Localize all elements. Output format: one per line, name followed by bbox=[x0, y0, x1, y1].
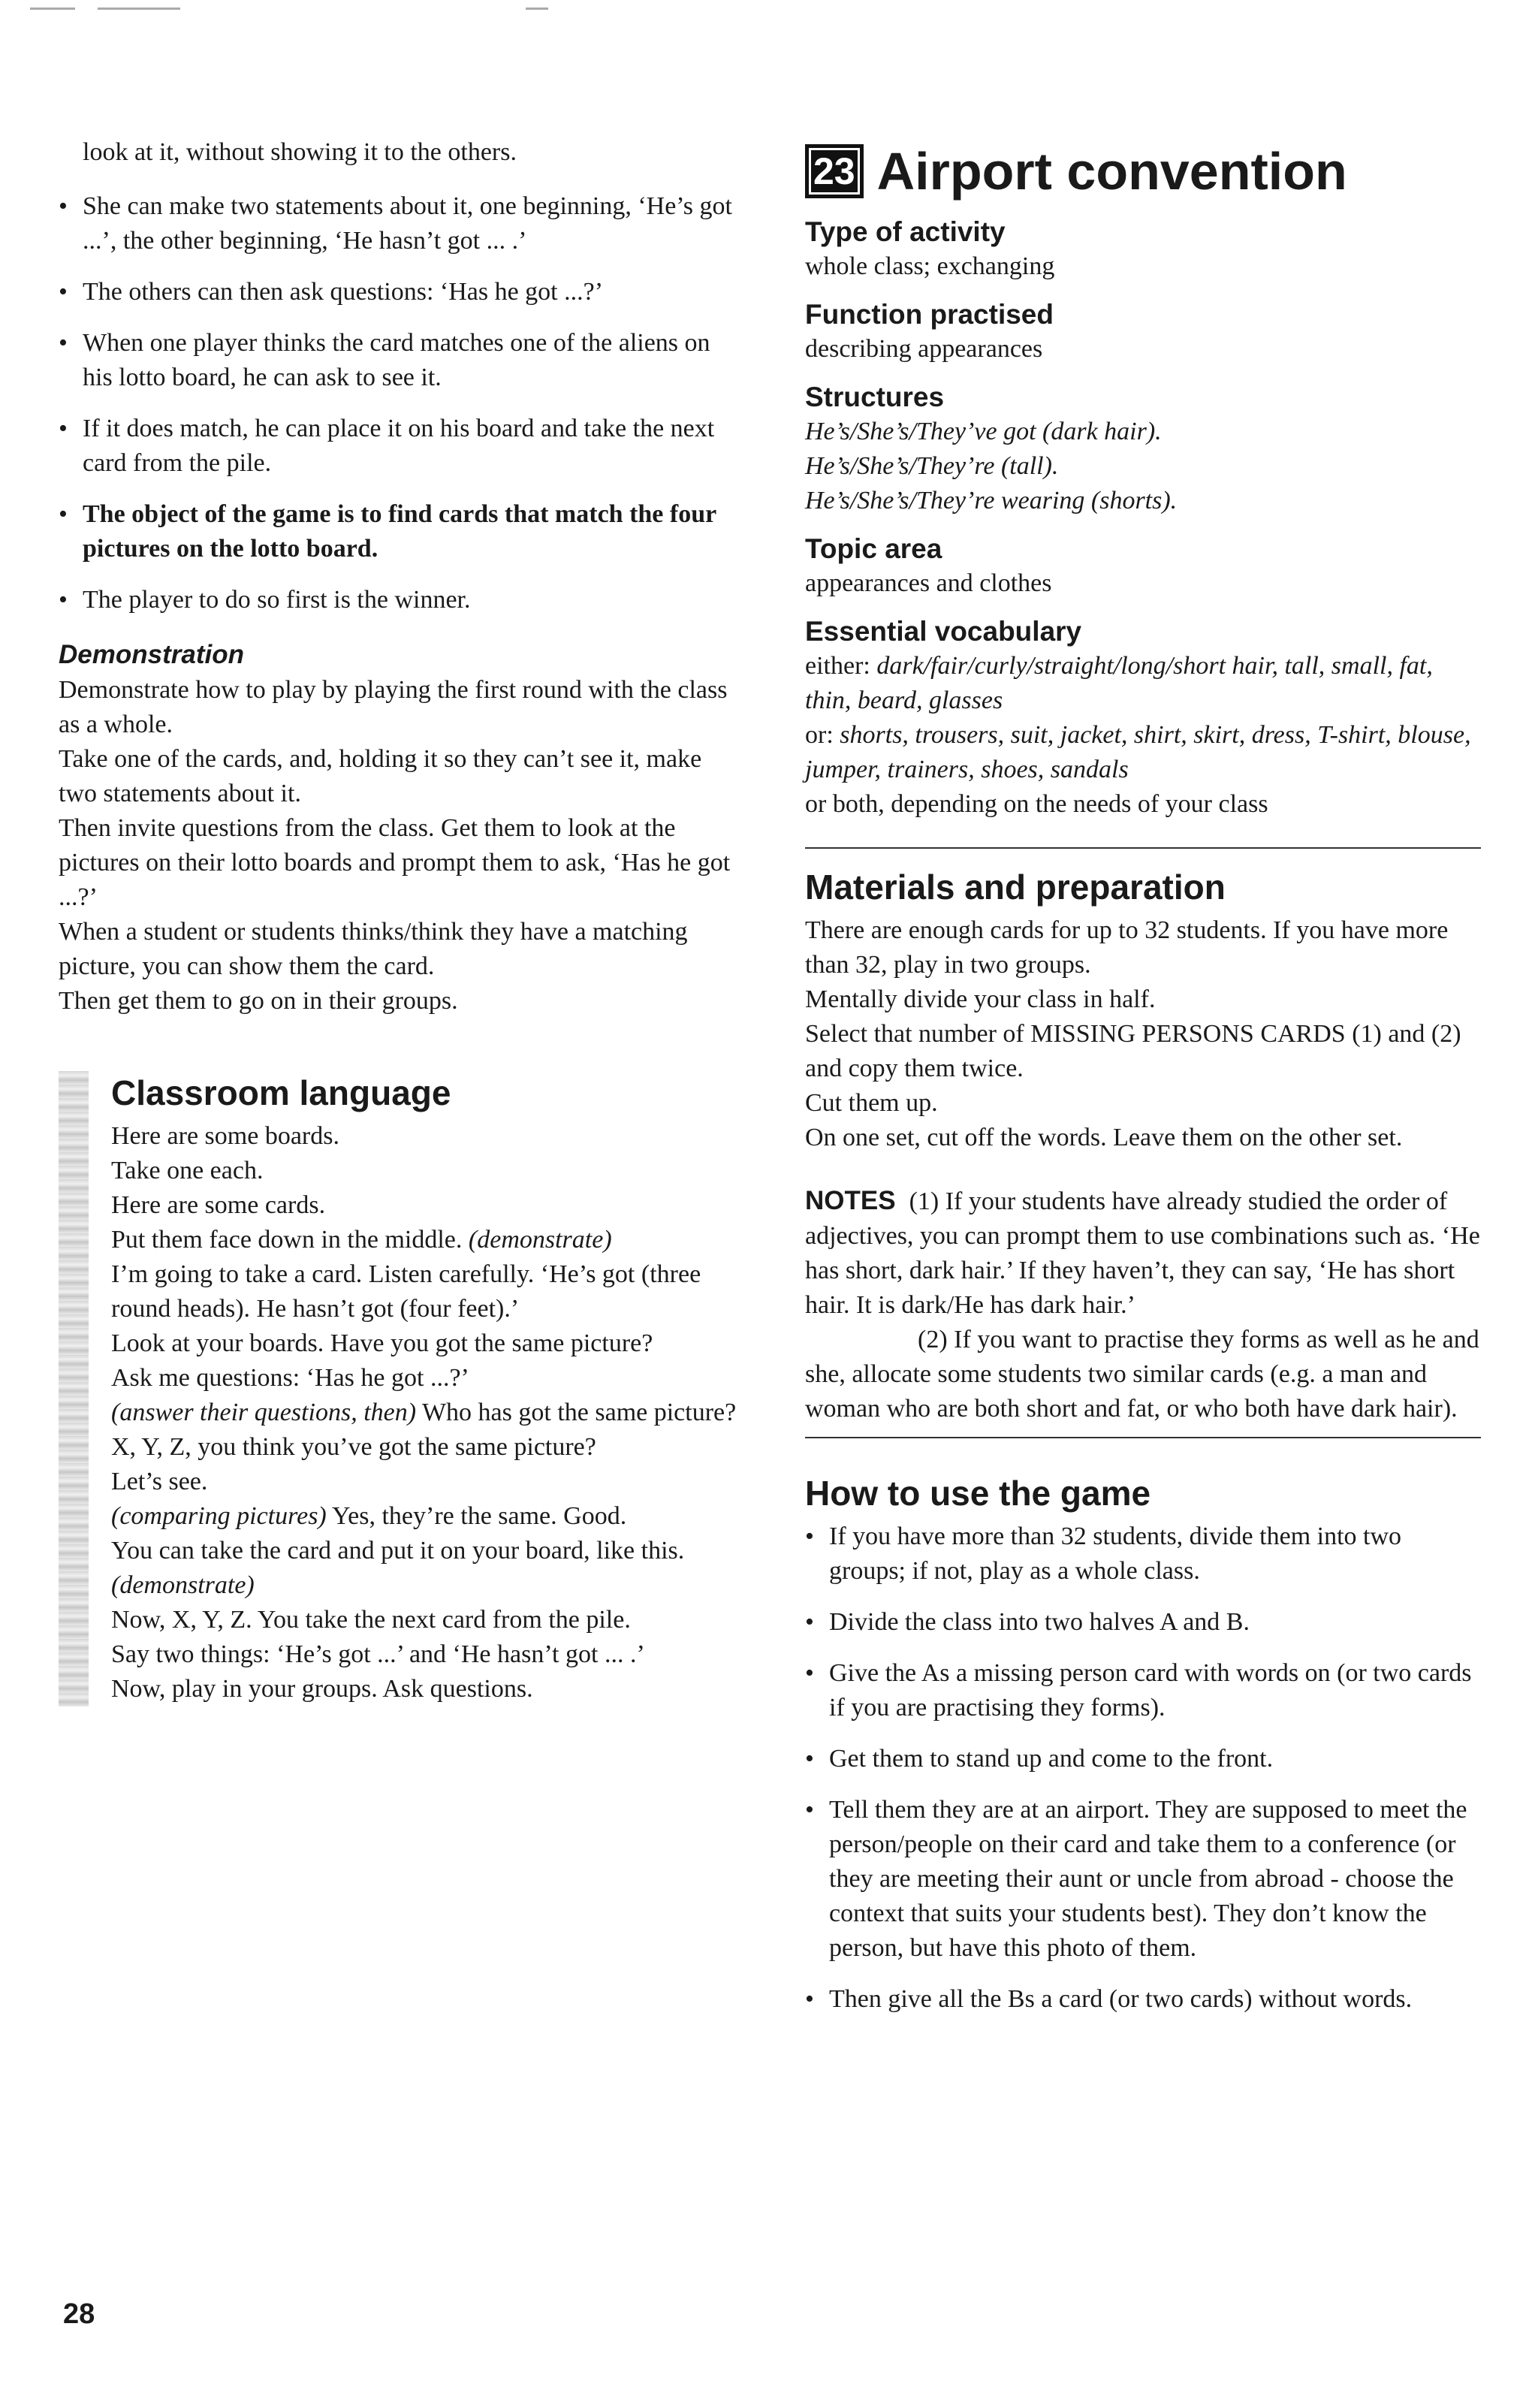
bullet-icon: • bbox=[59, 278, 68, 306]
list-item: • Then give all the Bs a card (or two cards) without words. bbox=[805, 1982, 1481, 2017]
type-of-activity-heading: Type of activity bbox=[805, 216, 1006, 247]
scan-artifact bbox=[30, 8, 75, 10]
notes-label: NOTES bbox=[805, 1186, 896, 1215]
bullet-icon: • bbox=[59, 500, 68, 528]
list-item: • Divide the class into two halves A and B. bbox=[805, 1605, 1481, 1640]
divider bbox=[805, 1437, 1481, 1438]
bullet-icon: • bbox=[805, 1985, 814, 2013]
list-item: • Give the As a missing person card with words on (or two cards if you are practising they forms). bbox=[805, 1656, 1481, 1725]
bullet-icon: • bbox=[805, 1522, 814, 1550]
structures-list: He’s/She’s/They’ve got (dark hair). He’s/She’s/They’re (tall). He’s/She’s/They’re wearing (shorts). bbox=[805, 418, 1178, 514]
bullet-icon: • bbox=[805, 1659, 814, 1687]
left-column bbox=[59, 135, 742, 1706]
activity-header bbox=[805, 141, 1481, 201]
classroom-language-box bbox=[59, 1071, 742, 1706]
how-to-use-list bbox=[805, 1519, 1481, 2017]
structures-heading: Structures bbox=[805, 382, 945, 412]
list-item: • If it does match, he can place it on his board and take the next card from the pile. bbox=[59, 412, 742, 481]
vocabulary-heading: Essential vocabulary bbox=[805, 616, 1082, 647]
function-value: describing appearances bbox=[805, 335, 1043, 363]
how-to-use-heading: How to use the game bbox=[805, 1474, 1151, 1513]
list-item: • When one player thinks the card matches one of the aliens on his lotto board, he can ask to see it. bbox=[59, 326, 742, 395]
bullet-icon: • bbox=[805, 1796, 814, 1824]
list-item: • The others can then ask questions: ‘Has he got ...?’ bbox=[59, 275, 742, 309]
materials-heading: Materials and preparation bbox=[805, 868, 1226, 907]
right-column bbox=[805, 135, 1481, 2033]
continuation-line: look at it, without showing it to the others. bbox=[83, 138, 517, 166]
list-item: • The object of the game is to find cards that match the four pictures on the lotto board. bbox=[59, 497, 742, 566]
scan-artifact bbox=[526, 8, 548, 10]
type-of-activity-value: whole class; exchanging bbox=[805, 252, 1055, 280]
bullet-icon: • bbox=[805, 1745, 814, 1773]
notes-section bbox=[805, 1184, 1481, 1426]
scan-artifact bbox=[98, 8, 180, 10]
topic-area-value: appearances and clothes bbox=[805, 569, 1052, 597]
activity-title: Airport convention bbox=[876, 142, 1347, 201]
page-number: 28 bbox=[63, 2298, 95, 2330]
rules-list bbox=[59, 189, 742, 617]
list-item: • The player to do so first is the winner. bbox=[59, 583, 742, 617]
demonstration-text: Demonstrate how to play by playing the first round with the class as a whole. Take one of the cards, and, holding it so they can’t see it, make two statements about it. Then invite questions from the class. Get them to look at the pictures on their lotto boards and prompt them to ask, ‘Has he got ...?’ When a student or students thinks/think they have a matching picture, you can show them the card. Then get them to go on in their groups. bbox=[59, 676, 731, 1015]
list-item: • Get them to stand up and come to the front. bbox=[805, 1742, 1481, 1776]
list-item: • If you have more than 32 students, divide them into two groups; if not, play as a whole class. bbox=[805, 1519, 1481, 1589]
classroom-language-lines: Here are some boards. Take one each. Here are some cards. Put them face down in the middle. (demonstrate) I’m going to take a card. Listen carefully. ‘He’s got (three round heads). He hasn’t got (four feet).’ Look at your boards. Have you got the same picture? Ask me questions: ‘Has he got ...?’ (answer their questions, then) Who has got the same picture? X, Y, Z, you think you’ve got the same picture? Let’s see. (comparing pictures) Yes, they’re the same. Good. You can take the card and put it on your board, like this. (demonstrate) Now, X, Y, Z. You take the next card from the pile. Say two things: ‘He’s got ...’ and ‘He hasn’t got ... .’ Now, play in your groups. Ask questions. bbox=[111, 1122, 737, 1703]
materials-text: There are enough cards for up to 32 students. If you have more than 32, play in two groups. Mentally divide your class in half. Select that number of MISSING PERSONS CARDS (1) and (2) and copy them twice. Cut them up. On one set, cut off the words. Leave them on the other set. bbox=[805, 916, 1461, 1151]
vocabulary-text: either: dark/fair/curly/straight/long/short hair, tall, small, fat, thin, beard, glasses or: shorts, trousers, suit, jacket, shirt, skirt, dress, T-shirt, blouse, jumper, trainers, shoes, sandals or both, depending on the needs of your class bbox=[805, 652, 1471, 818]
list-item: • Tell them they are at an airport. They are supposed to meet the person/people on their card and take them to a conference (or they are meeting their aunt or uncle from abroad - choose the context that suits your students best). They don’t know the person, but have this photo of them. bbox=[805, 1793, 1481, 1966]
bullet-icon: • bbox=[805, 1608, 814, 1636]
activity-number-badge: 23 bbox=[805, 144, 864, 198]
bullet-icon: • bbox=[59, 586, 68, 614]
decorative-stripe bbox=[59, 1071, 89, 1706]
bullet-icon: • bbox=[59, 415, 68, 442]
note-1: (1) If your students have already studied the order of adjectives, you can prompt them to use combinations such as. ‘He has short, dark hair.’ If they haven’t, they can say, ‘He has short hair. It is dark/He has dark hair.’ bbox=[805, 1187, 1480, 1319]
bullet-icon: • bbox=[59, 192, 68, 220]
list-item: • She can make two statements about it, one beginning, ‘He’s got ...’, the other beginning, ‘He hasn’t got ... .’ bbox=[59, 189, 742, 258]
classroom-language-heading: Classroom language bbox=[111, 1073, 451, 1112]
demonstration-heading: Demonstration bbox=[59, 640, 244, 669]
bullet-icon: • bbox=[59, 329, 68, 357]
function-heading: Function practised bbox=[805, 299, 1054, 330]
topic-area-heading: Topic area bbox=[805, 533, 942, 564]
divider bbox=[805, 847, 1481, 849]
note-2: (2) If you want to practise they forms as well as he and she, allocate some students two similar cards (e.g. a man and woman who are both short and fat, or who both have dark hair). bbox=[805, 1326, 1479, 1423]
